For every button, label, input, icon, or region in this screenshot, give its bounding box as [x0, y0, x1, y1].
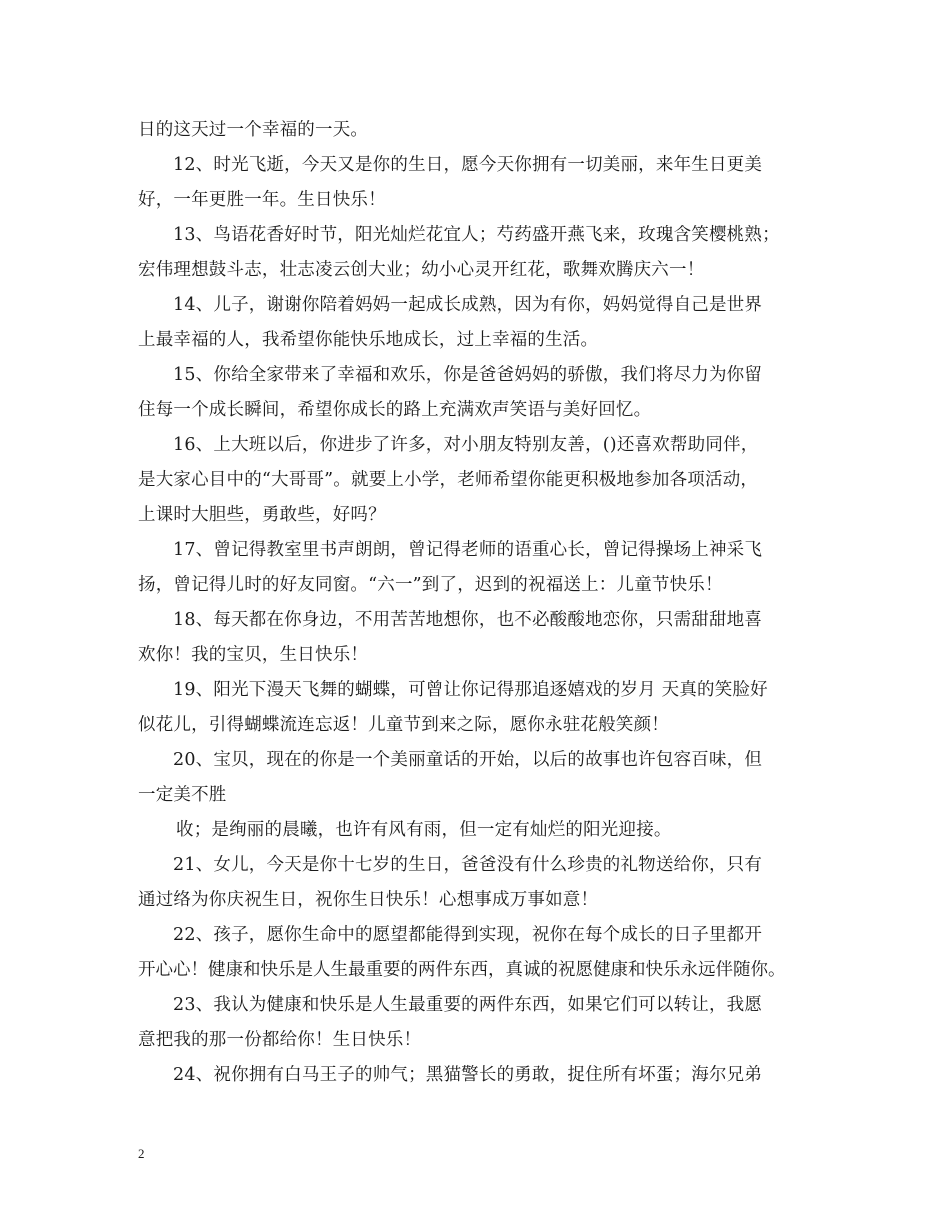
text-line: 22、孩子，愿你生命中的愿望都能得到实现，祝你在每个成长的日子里都开: [173, 925, 763, 945]
text-line: 16、上大班以后，你进步了许多，对小朋友特别友善，()还喜欢帮助同伴，: [173, 435, 759, 455]
text-line: 扬，曾记得儿时的好友同窗。“六一”到了，迟到的祝福送上：儿童节快乐！: [138, 575, 723, 595]
text-line: 13、鸟语花香好时节，阳光灿烂花宜人；芍药盛开燕飞来，玫瑰含笑樱桃熟；: [173, 225, 780, 245]
text-line: 住每一个成长瞬间，希望你成长的路上充满欢声笑语与美好回忆。: [138, 400, 652, 420]
text-line: 上课时大胆些，勇敢些，好吗？: [138, 505, 386, 525]
text-line: 21、女儿，今天是你十七岁的生日，爸爸没有什么珍贵的礼物送给你，只有: [173, 855, 763, 875]
text-line: 23、我认为健康和快乐是人生最重要的两件东西，如果它们可以转让，我愿: [173, 995, 763, 1015]
text-line: 欢你！我的宝贝，生日快乐！: [138, 645, 369, 665]
text-line: 似花儿，引得蝴蝶流连忘返！儿童节到来之际，愿你永驻花般笑颜！: [138, 715, 669, 735]
text-line: 宏伟理想鼓斗志，壮志凌云创大业；幼小心灵开红花，歌舞欢腾庆六一！: [138, 260, 705, 280]
text-line: 12、时光飞逝，今天又是你的生日，愿今天你拥有一切美丽，来年生日更美: [173, 155, 763, 175]
text-line: 开心心！健康和快乐是人生最重要的两件东西，真诚的祝愿健康和快乐永远伴随你。: [138, 960, 786, 980]
text-line: 一定美不胜: [138, 785, 227, 805]
text-line: 上最幸福的人，我希望你能快乐地成长，过上幸福的生活。: [138, 330, 599, 350]
text-line: 17、曾记得教室里书声朗朗，曾记得老师的语重心长，曾记得操场上神采飞: [173, 540, 763, 560]
text-line: 收；是绚丽的晨曦，也许有风有雨，但一定有灿烂的阳光迎接。: [176, 820, 672, 840]
text-line: 意把我的那一份都给你！生日快乐！: [138, 1030, 422, 1050]
text-line: 日的这天过一个幸福的一天。: [138, 120, 369, 140]
text-line: 好，一年更胜一年。生日快乐！: [138, 190, 386, 210]
text-line: 18、每天都在你身边，不用苦苦地想你，也不必酸酸地恋你，只需甜甜地喜: [173, 610, 763, 630]
text-line: 14、儿子，谢谢你陪着妈妈一起成长成熟，因为有你，妈妈觉得自己是世界: [173, 295, 763, 315]
text-line: 通过络为你庆祝生日，祝你生日快乐！心想事成万事如意！: [138, 890, 599, 910]
text-line: 19、阳光下漫天飞舞的蝴蝶，可曾让你记得那追逐嬉戏的岁月 天真的笑脸好: [173, 680, 768, 700]
text-line: 是大家心目中的“大哥哥”。就要上小学，老师希望你能更积极地参加各项活动，: [138, 470, 759, 490]
text-line: 15、你给全家带来了幸福和欢乐，你是爸爸妈妈的骄傲，我们将尽力为你留: [173, 365, 763, 385]
text-line: 24、祝你拥有白马王子的帅气；黑猫警长的勇敢，捉住所有坏蛋；海尔兄弟: [173, 1065, 763, 1085]
page-number: 2: [138, 1146, 145, 1161]
text-line: 20、宝贝，现在的你是一个美丽童话的开始，以后的故事也许包容百味，但: [173, 750, 763, 770]
